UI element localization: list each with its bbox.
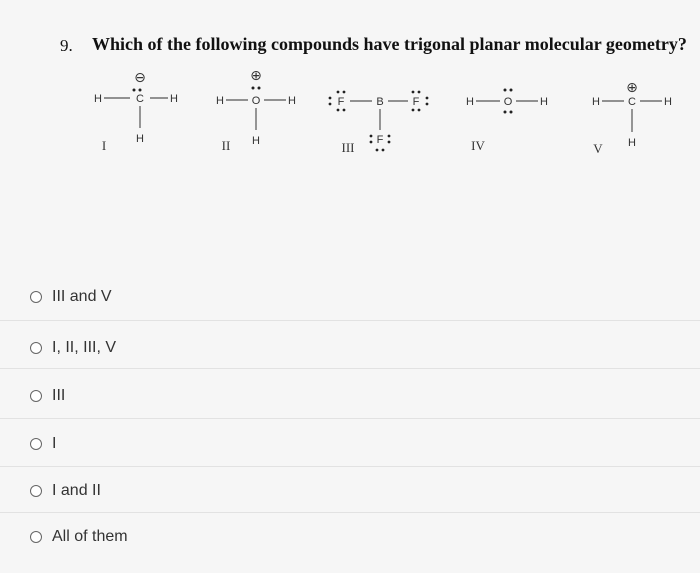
answer-option-2[interactable] (30, 339, 116, 357)
divider (0, 466, 700, 467)
divider (0, 320, 700, 321)
radio-button[interactable] (30, 485, 42, 497)
structure-V-label: V (593, 141, 603, 156)
radio-button[interactable] (30, 390, 42, 402)
radio-button[interactable] (30, 291, 42, 303)
answer-option-5[interactable] (30, 482, 101, 500)
answer-option-label: All of them (52, 528, 128, 545)
structure-II-center-atom: O (251, 95, 261, 107)
structure-IV-right-atom: H (540, 96, 548, 108)
radio-button[interactable] (30, 531, 42, 543)
question-text: Which of the following compounds have trigonal planar molecular geometry? (92, 34, 687, 54)
question-number: 9. (60, 36, 73, 55)
structure-II-left-atom: H (216, 95, 224, 107)
divider (0, 368, 700, 369)
structure-I-left-atom: H (94, 93, 102, 105)
structure-II-right-atom: H (288, 95, 296, 107)
structure-IV-center-atom: O (503, 96, 513, 108)
structure-IV-label: IV (471, 138, 485, 153)
answer-option-label: I and II (52, 482, 101, 499)
structure-III-left-atom: F (337, 96, 345, 108)
structures-figure (0, 0, 700, 180)
structure-III-right-atom: F (412, 96, 420, 108)
structure-I (94, 70, 178, 153)
structure-V-right-atom: H (664, 96, 672, 108)
structure-I-right-atom: H (170, 93, 178, 105)
structure-I-label: I (101, 138, 107, 153)
radio-button[interactable] (30, 342, 42, 354)
divider (0, 418, 700, 419)
structure-IV (466, 89, 548, 154)
structure-III-center-atom: B (376, 96, 384, 108)
structure-I-charge: ⊖ (134, 70, 146, 86)
structure-II-charge: ⊕ (250, 68, 262, 84)
answer-option-label: I, II, III, V (52, 339, 117, 356)
radio-button[interactable] (30, 438, 42, 450)
structure-V-center-atom: C (628, 96, 636, 108)
answer-option-3[interactable] (30, 387, 65, 405)
answer-option-1[interactable] (30, 288, 112, 306)
answer-option-label: III (52, 387, 66, 404)
structure-IV-left-atom: H (466, 96, 474, 108)
answer-option-label: III and V (52, 288, 112, 305)
structure-V-charge: ⊕ (626, 80, 638, 96)
structure-V-left-atom: H (592, 96, 600, 108)
structure-III (329, 91, 429, 155)
answer-option-label: I (52, 435, 57, 452)
structure-V-bottom-atom: H (628, 137, 636, 149)
structure-V (592, 80, 672, 156)
structure-II (216, 68, 296, 153)
structure-II-bottom-atom: H (252, 135, 260, 147)
structure-II-label: II (221, 138, 231, 153)
structure-I-center-atom: C (136, 93, 144, 105)
answer-option-4[interactable] (30, 435, 56, 453)
structure-III-label: III (341, 140, 355, 155)
answer-option-6[interactable] (30, 528, 128, 546)
divider (0, 512, 700, 513)
structure-I-bottom-atom: H (136, 133, 144, 145)
structure-III-bottom-atom: F (376, 134, 384, 146)
